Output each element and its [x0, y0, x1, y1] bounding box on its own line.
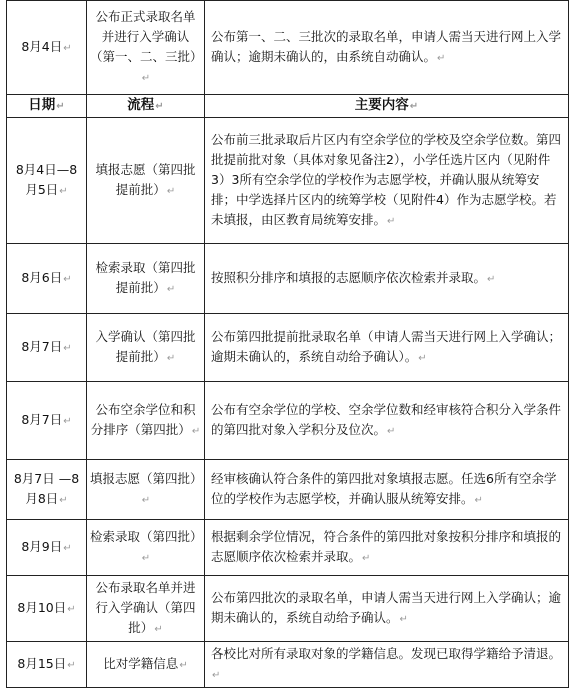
date-text: 8月9日 [21, 538, 63, 554]
table-row [7, 642, 569, 688]
process-text: 检索录取（第四批） [90, 528, 203, 544]
header-process: 流程↵ [87, 95, 205, 118]
date-cell: 8月10日↵ [7, 576, 87, 642]
date-cell: 8月9日↵ [7, 520, 87, 576]
content-cell: 根据剩余学位情况，符合条件的第四批对象按积分排序和填报的志愿顺序依次检索并录取。↵ [205, 520, 569, 576]
content-text: 各校比对所有录取对象的学籍信息。发现已取得学籍给予清退。 [211, 645, 562, 661]
date-text: 8月15日 [17, 655, 67, 671]
content-text: 公布有空余学位的学校、空余学位数和经审核符合积分入学条件的第四批对象入学积分及位次。 [211, 401, 562, 437]
date-text: 8月4日—8月5日 [15, 161, 78, 197]
content-cell: 公布有空余学位的学校、空余学位数和经审核符合积分入学条件的第四批对象入学积分及位次。↵ [205, 382, 569, 460]
process-text: 填报志愿（第四批） [90, 470, 203, 486]
process-text: 公布空余学位和积分排序（第四批） [90, 401, 196, 437]
process-cell: 填报志愿（第四批提前批）↵ [87, 118, 205, 244]
process-cell: 检索录取（第四批）↵ [87, 520, 205, 576]
content-text: 按照积分排序和填报的志愿顺序依次检索并录取。 [211, 269, 487, 285]
table-row [7, 244, 569, 314]
process-cell: 比对学籍信息↵ [87, 642, 205, 688]
date-text: 8月10日 [17, 599, 67, 615]
process-text: 检索录取（第四批提前批） [95, 259, 196, 295]
content-cell: 各校比对所有录取对象的学籍信息。发现已取得学籍给予清退。↵ [205, 642, 569, 688]
content-cell: 公布第一、二、三批次的录取名单，申请人需当天进行网上入学确认；逾期未确认的，由系统自动确认。↵ [205, 1, 569, 95]
process-cell: 公布录取名单并进行入学确认（第四批）↵ [87, 576, 205, 642]
process-cell: 公布空余学位和积分排序（第四批）↵ [87, 382, 205, 460]
content-cell: 经审核确认符合条件的第四批对象填报志愿。任选6所有空余学位的学校作为志愿学校，并确认服从统筹安排。↵ [205, 460, 569, 520]
process-cell: 检索录取（第四批提前批）↵ [87, 244, 205, 314]
date-text: 8月7日 [21, 411, 63, 427]
date-cell: 8月4日↵ [7, 1, 87, 95]
table-row [7, 382, 569, 460]
table-row [7, 520, 569, 576]
content-text: 根据剩余学位情况，符合条件的第四批对象按积分排序和填报的志愿顺序依次检索并录取。 [211, 528, 562, 564]
date-cell: 8月7日↵ [7, 314, 87, 382]
date-text: 8月7日 [21, 338, 63, 354]
table-row [7, 1, 569, 95]
date-cell: 8月4日—8月5日↵ [7, 118, 87, 244]
process-cell: 填报志愿（第四批）↵ [87, 460, 205, 520]
content-cell: 按照积分排序和填报的志愿顺序依次检索并录取。↵ [205, 244, 569, 314]
process-text: 公布录取名单并进行入学确认（第四批） [95, 579, 196, 635]
date-cell: 8月15日↵ [7, 642, 87, 688]
table-row [7, 118, 569, 244]
process-text: 比对学籍信息 [103, 655, 179, 671]
schedule-table [6, 0, 569, 688]
date-cell: 8月6日↵ [7, 244, 87, 314]
process-text: 公布正式录取名单并进行入学确认（第一、二、三批） [90, 8, 203, 64]
content-cell: 公布第四批次的录取名单，申请人需当天进行网上入学确认；逾期未确认的，系统自动给予确认。↵ [205, 576, 569, 642]
date-text: 8月4日 [21, 38, 63, 54]
date-cell: 8月7日 —8月8日↵ [7, 460, 87, 520]
date-cell: 8月7日↵ [7, 382, 87, 460]
process-text: 入学确认（第四批提前批） [95, 328, 196, 364]
table-row [7, 314, 569, 382]
content-cell: 公布前三批录取后片区内有空余学位的学校及空余学位数。第四批提前批对象（具体对象见备注2），小学任选片区内（见附件3）3所有空余学位的学校作为志愿学校，并确认服从统筹安排；中学选择片区内的统筹学校（见附件4）作为志愿学校。若未填报，由区教育局统筹安排。↵ [205, 118, 569, 244]
table-row [7, 460, 569, 520]
content-text: 公布第一、二、三批次的录取名单，申请人需当天进行网上入学确认；逾期未确认的，由系统自动确认。 [211, 28, 562, 64]
date-text: 8月7日 —8月8日 [13, 470, 80, 506]
date-text: 8月6日 [21, 269, 63, 285]
process-text: 填报志愿（第四批提前批） [95, 161, 196, 197]
content-cell: 公布第四批提前批录取名单（申请人需当天进行网上入学确认；逾期未确认的，系统自动给予确认）。↵ [205, 314, 569, 382]
table-row [7, 576, 569, 642]
process-cell: 公布正式录取名单并进行入学确认（第一、二、三批）↵ [87, 1, 205, 95]
header-content: 主要内容↵ [205, 95, 569, 118]
content-text: 经审核确认符合条件的第四批对象填报志愿。任选6所有空余学位的学校作为志愿学校，并确认服从统筹安排。 [211, 470, 557, 506]
table-header-row [7, 95, 569, 118]
content-text: 公布第四批次的录取名单，申请人需当天进行网上入学确认；逾期未确认的，系统自动给予确认。 [211, 589, 562, 625]
header-date: 日期↵ [7, 95, 87, 118]
content-text: 公布前三批录取后片区内有空余学位的学校及空余学位数。第四批提前批对象（具体对象见备注2），小学任选片区内（见附件3）3所有空余学位的学校作为志愿学校，并确认服从统筹安排；中学选择片区内的统筹学校（见附件4）作为志愿学校。若未填报，由区教育局统筹安排。 [211, 131, 562, 227]
content-text: 公布第四批提前批录取名单（申请人需当天进行网上入学确认；逾期未确认的，系统自动给予确认）。 [211, 328, 562, 364]
process-cell: 入学确认（第四批提前批）↵ [87, 314, 205, 382]
